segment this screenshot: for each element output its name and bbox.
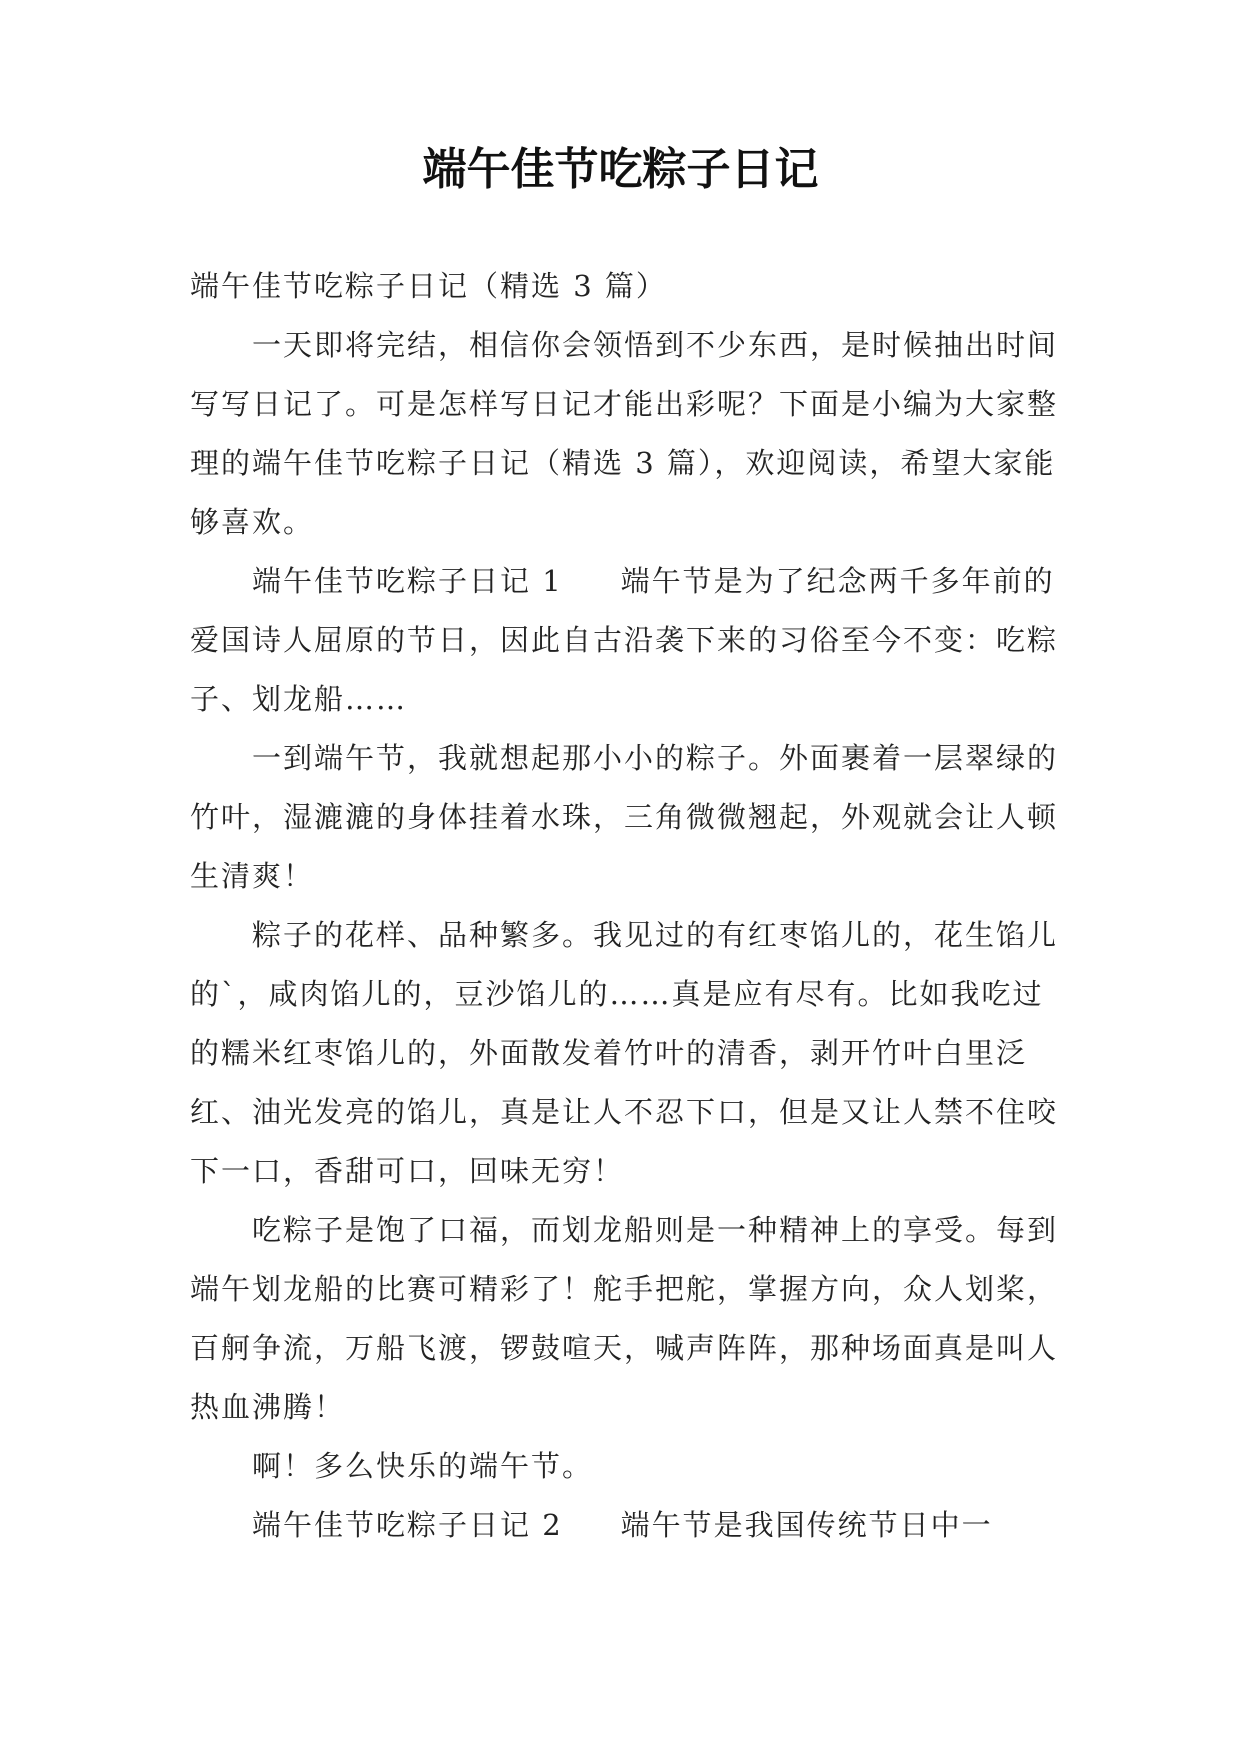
diary-2-paragraph	[190, 1496, 1070, 1555]
body-paragraph: 吃粽子是饱了口福，而划龙船则是一种精神上的享受。每到端午划龙船的比赛可精彩了！舵手把舵，掌握方向，众人划桨，百舸争流，万船飞渡，锣鼓喧天，喊声阵阵，那种场面真是叫人热血沸腾！	[190, 1213, 1059, 1424]
body-paragraph: 啊！多么快乐的端午节。	[252, 1449, 594, 1483]
body-paragraph: 一到端午节，我就想起那小小的粽子。外面裹着一层翠绿的竹叶，湿漉漉的身体挂着水珠，三角微微翘起，外观就会让人顿生清爽！	[190, 741, 1059, 893]
document-body	[190, 257, 1070, 1555]
intro-paragraph: 一天即将完结，相信你会领悟到不少东西，是时候抽出时间写写日记了。可是怎样写日记才能出彩呢？下面是小编为大家整理的端午佳节吃粽子日记（精选 3 篇），欢迎阅读，希望大家能够喜欢。	[190, 328, 1059, 539]
diary-2-heading: 端午佳节吃粽子日记 2	[252, 1508, 563, 1542]
diary-1-lead: 端午节是为了纪念两千多年前的爱国诗人屈原的节日，因此自古沿袭下来的习俗至今不变：吃粽子、划龙船……	[190, 564, 1059, 716]
body-paragraph: 粽子的花样、品种繁多。我见过的有红枣馅儿的，花生馅儿的`，咸肉馅儿的，豆沙馅儿的……真是应有尽有。比如我吃过的糯米红枣馅儿的，外面散发着竹叶的清香，剥开竹叶白里泛红、油光发亮的馅儿，真是让人不忍下口，但是又让人禁不住咬下一口，香甜可口，回味无穷！	[190, 918, 1059, 1188]
diary-1-paragraph	[190, 552, 1070, 729]
document-title: 端午佳节吃粽子日记	[422, 144, 819, 195]
diary-1-heading: 端午佳节吃粽子日记 1	[252, 564, 563, 598]
subtitle: 端午佳节吃粽子日记（精选 3 篇）	[190, 269, 667, 303]
diary-2-lead: 端午节是我国传统节日中一	[620, 1508, 993, 1542]
